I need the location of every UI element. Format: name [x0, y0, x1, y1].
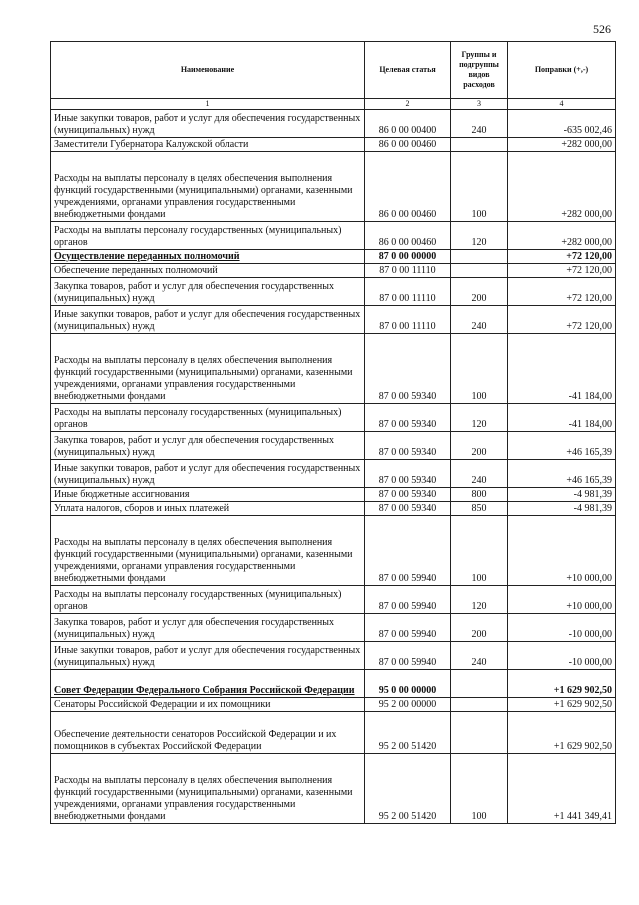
- table-header-row: [51, 42, 616, 99]
- row-amendment: -4 981,39: [508, 488, 616, 502]
- table-row: [51, 488, 616, 502]
- column-number: 4: [508, 99, 616, 110]
- row-name: Иные закупки товаров, работ и услуг для обеспечения государственных (муниципальных) нужд: [51, 460, 365, 488]
- header-target-article: Целевая статья: [365, 42, 451, 99]
- row-name: Уплата налогов, сборов и иных платежей: [51, 502, 365, 516]
- row-target-article: 87 0 00 11110: [365, 278, 451, 306]
- table-row: [51, 754, 616, 824]
- table-row: [51, 432, 616, 460]
- row-target-article: 95 0 00 00000: [365, 670, 451, 698]
- row-name: Закупка товаров, работ и услуг для обеспечения государственных (муниципальных) нужд: [51, 278, 365, 306]
- row-target-article: 87 0 00 59340: [365, 488, 451, 502]
- table-row: [51, 516, 616, 586]
- table-row: [51, 404, 616, 432]
- row-name: Расходы на выплаты персоналу государственных (муниципальных) органов: [51, 404, 365, 432]
- row-expense-group: [451, 712, 508, 754]
- table-row: [51, 138, 616, 152]
- page-number: 526: [593, 22, 611, 36]
- budget-amendments-table: [50, 41, 616, 824]
- row-target-article: 87 0 00 59940: [365, 642, 451, 670]
- row-expense-group: 240: [451, 306, 508, 334]
- row-expense-group: 120: [451, 586, 508, 614]
- row-name: Расходы на выплаты персоналу государственных (муниципальных) органов: [51, 586, 365, 614]
- row-target-article: 87 0 00 59940: [365, 614, 451, 642]
- row-target-article: 87 0 00 59940: [365, 516, 451, 586]
- row-target-article: 87 0 00 11110: [365, 306, 451, 334]
- row-amendment: +1 629 902,50: [508, 670, 616, 698]
- row-name: Расходы на выплаты персоналу в целях обеспечения выполнения функций государственными (муниципальными) органами, казенными учреждениями, органами управления государственными внебюджетными фондами: [51, 754, 365, 824]
- row-name: Закупка товаров, работ и услуг для обеспечения государственных (муниципальных) нужд: [51, 432, 365, 460]
- row-target-article: 87 0 00 59340: [365, 404, 451, 432]
- row-expense-group: 850: [451, 502, 508, 516]
- row-target-article: 87 0 00 59340: [365, 460, 451, 488]
- column-number: 2: [365, 99, 451, 110]
- row-target-article: 87 0 00 59340: [365, 502, 451, 516]
- row-target-article: 86 0 00 00460: [365, 152, 451, 222]
- row-amendment: +282 000,00: [508, 222, 616, 250]
- row-amendment: -41 184,00: [508, 334, 616, 404]
- row-target-article: 95 2 00 51420: [365, 712, 451, 754]
- row-amendment: +72 120,00: [508, 264, 616, 278]
- header-amendments: Поправки (+,-): [508, 42, 616, 99]
- header-name: Наименование: [51, 42, 365, 99]
- row-amendment: +10 000,00: [508, 516, 616, 586]
- row-expense-group: 200: [451, 614, 508, 642]
- row-amendment: +282 000,00: [508, 152, 616, 222]
- row-name: Иные закупки товаров, работ и услуг для обеспечения государственных (муниципальных) нужд: [51, 110, 365, 138]
- row-name: Расходы на выплаты персоналу в целях обеспечения выполнения функций государственными (муниципальными) органами, казенными учреждениями, органами управления государственными внебюджетными фондами: [51, 516, 365, 586]
- row-expense-group: 240: [451, 110, 508, 138]
- table-row: [51, 586, 616, 614]
- table-row: [51, 278, 616, 306]
- row-expense-group: 100: [451, 754, 508, 824]
- row-expense-group: [451, 670, 508, 698]
- row-expense-group: 100: [451, 334, 508, 404]
- row-target-article: 95 2 00 00000: [365, 698, 451, 712]
- row-amendment: +72 120,00: [508, 278, 616, 306]
- row-expense-group: [451, 698, 508, 712]
- row-amendment: +282 000,00: [508, 138, 616, 152]
- row-expense-group: 100: [451, 152, 508, 222]
- row-target-article: 87 0 00 59340: [365, 432, 451, 460]
- row-expense-group: [451, 264, 508, 278]
- row-expense-group: 200: [451, 432, 508, 460]
- table-row: [51, 334, 616, 404]
- row-amendment: -4 981,39: [508, 502, 616, 516]
- table-row: [51, 670, 616, 698]
- row-amendment: +1 441 349,41: [508, 754, 616, 824]
- row-name: Расходы на выплаты персоналу в целях обеспечения выполнения функций государственными (муниципальными) органами, казенными учреждениями, органами управления государственными внебюджетными фондами: [51, 152, 365, 222]
- row-amendment: +10 000,00: [508, 586, 616, 614]
- row-expense-group: 240: [451, 460, 508, 488]
- row-target-article: 86 0 00 00460: [365, 222, 451, 250]
- table-row: [51, 306, 616, 334]
- table-row: [51, 712, 616, 754]
- row-target-article: 87 0 00 59940: [365, 586, 451, 614]
- row-expense-group: 100: [451, 516, 508, 586]
- row-amendment: +1 629 902,50: [508, 698, 616, 712]
- column-number: 1: [51, 99, 365, 110]
- row-name: Расходы на выплаты персоналу государственных (муниципальных) органов: [51, 222, 365, 250]
- table-body: [51, 110, 616, 824]
- table-row: [51, 614, 616, 642]
- row-target-article: 86 0 00 00460: [365, 138, 451, 152]
- row-target-article: 95 2 00 51420: [365, 754, 451, 824]
- row-target-article: 87 0 00 00000: [365, 250, 451, 264]
- row-amendment: -10 000,00: [508, 642, 616, 670]
- row-name: Расходы на выплаты персоналу в целях обеспечения выполнения функций государственными (муниципальными) органами, казенными учреждениями, органами управления государственными внебюджетными фондами: [51, 334, 365, 404]
- row-target-article: 86 0 00 00400: [365, 110, 451, 138]
- row-expense-group: 800: [451, 488, 508, 502]
- table-row: [51, 502, 616, 516]
- row-name: Совет Федерации Федерального Собрания Российской Федерации: [51, 670, 365, 698]
- row-name: Сенаторы Российской Федерации и их помощники: [51, 698, 365, 712]
- table-row: [51, 460, 616, 488]
- row-expense-group: [451, 250, 508, 264]
- row-name: Обеспечение переданных полномочий: [51, 264, 365, 278]
- table-row: [51, 264, 616, 278]
- row-amendment: -10 000,00: [508, 614, 616, 642]
- row-amendment: -635 002,46: [508, 110, 616, 138]
- row-name: Закупка товаров, работ и услуг для обеспечения государственных (муниципальных) нужд: [51, 614, 365, 642]
- row-expense-group: 120: [451, 404, 508, 432]
- row-amendment: -41 184,00: [508, 404, 616, 432]
- row-name: Иные закупки товаров, работ и услуг для обеспечения государственных (муниципальных) нужд: [51, 306, 365, 334]
- row-name: Обеспечение деятельности сенаторов Российской Федерации и их помощников в субъектах Российской Федерации: [51, 712, 365, 754]
- row-name: Иные закупки товаров, работ и услуг для обеспечения государственных (муниципальных) нужд: [51, 642, 365, 670]
- row-name: Осуществление переданных полномочий: [51, 250, 365, 264]
- column-number: 3: [451, 99, 508, 110]
- table-row: [51, 110, 616, 138]
- table-row: [51, 698, 616, 712]
- row-amendment: +46 165,39: [508, 432, 616, 460]
- row-expense-group: [451, 138, 508, 152]
- table-row: [51, 152, 616, 222]
- row-amendment: +46 165,39: [508, 460, 616, 488]
- row-target-article: 87 0 00 59340: [365, 334, 451, 404]
- header-expense-groups: Группы и подгруппы видов расходов: [451, 42, 508, 99]
- table-row: [51, 250, 616, 264]
- row-expense-group: 120: [451, 222, 508, 250]
- row-expense-group: 240: [451, 642, 508, 670]
- row-target-article: 87 0 00 11110: [365, 264, 451, 278]
- table-row: [51, 222, 616, 250]
- row-amendment: +72 120,00: [508, 250, 616, 264]
- row-amendment: +72 120,00: [508, 306, 616, 334]
- row-name: Иные бюджетные ассигнования: [51, 488, 365, 502]
- row-name: Заместители Губернатора Калужской области: [51, 138, 365, 152]
- row-amendment: +1 629 902,50: [508, 712, 616, 754]
- row-expense-group: 200: [451, 278, 508, 306]
- table-row: [51, 642, 616, 670]
- column-number-row: [51, 99, 616, 110]
